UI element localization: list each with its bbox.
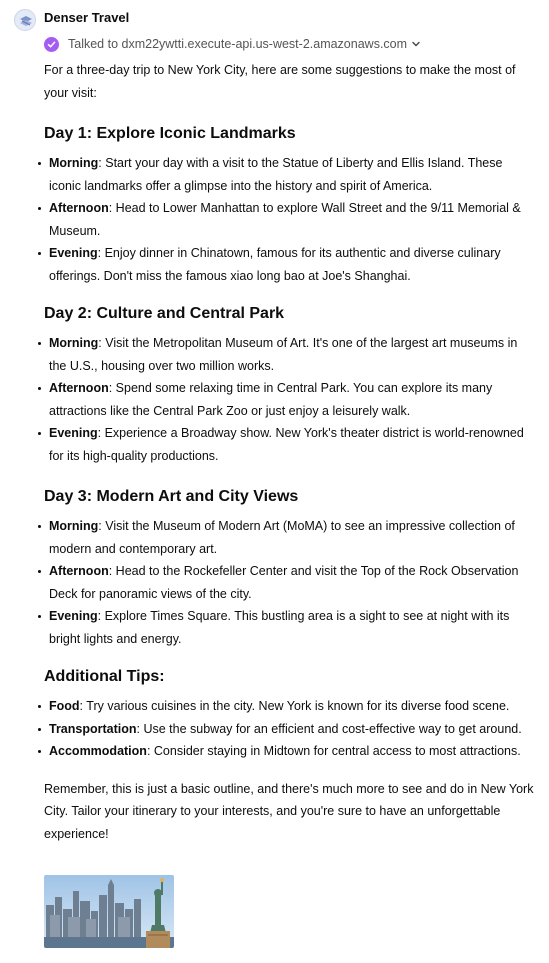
section-heading: Day 2: Culture and Central Park [44, 305, 285, 322]
item-label: Morning [49, 156, 99, 170]
item-text: : Use the subway for an efficient and cost-effective way to get around. [136, 721, 522, 736]
list-item [44, 718, 534, 741]
section-heading: Day 3: Modern Art and City Views [44, 488, 299, 505]
list-item [44, 695, 534, 718]
section-list [44, 332, 534, 467]
item-text: : Visit the Museum of Modern Art (MoMA) to see an impressive collection of modern and contemporary art. [49, 519, 515, 556]
section-list [44, 152, 534, 287]
item-label: Evening [49, 609, 98, 623]
assistant-name: Denser Travel [44, 10, 130, 25]
item-label: Morning [49, 336, 99, 350]
assistant-avatar-icon [15, 10, 36, 31]
intro-text: For a three-day trip to New York City, here are some suggestions to make the most of your visit: [44, 63, 516, 100]
item-text: : Enjoy dinner in Chinatown, famous for its authentic and diverse culinary offerings. Don't miss the famous xiao long bao at Joe's Shanghai. [49, 246, 501, 283]
item-label: Afternoon [49, 201, 109, 215]
item-text: : Start your day with a visit to the Statue of Liberty and Ellis Island. These iconic landmarks offer a glimpse into the history and spirit of America. [49, 156, 503, 193]
list-item [44, 332, 534, 377]
section-heading: Day 1: Explore Iconic Landmarks [44, 125, 296, 142]
plugin-status[interactable] [44, 35, 420, 53]
chevron-down-icon[interactable] [412, 40, 420, 48]
statue-of-liberty-skyline-icon [44, 875, 174, 948]
nyc-skyline-image[interactable] [44, 875, 174, 948]
item-text: : Spend some relaxing time in Central Park. You can explore its many attractions like the Central Park Zoo or just enjoy a leisurely walk. [49, 381, 493, 418]
section-heading: Additional Tips: [44, 668, 165, 685]
item-label: Afternoon [49, 564, 109, 578]
list-item [44, 605, 534, 650]
item-text: : Consider staying in Midtown for central access to most attractions. [146, 744, 521, 758]
section-list [44, 515, 534, 650]
item-label: Evening [49, 246, 98, 260]
list-item [44, 740, 534, 763]
message-content [44, 59, 534, 845]
item-text: : Experience a Broadway show. New York's theater district is world-renowned for its high-quality productions. [49, 426, 524, 463]
section-list [44, 695, 534, 763]
item-label: Accommodation [49, 744, 147, 758]
item-label: Morning [49, 519, 99, 533]
item-text: : Explore Times Square. This bustling area is a sight to see at night with its bright lights and energy. [49, 609, 510, 646]
list-item [44, 377, 534, 422]
item-label: Afternoon [49, 381, 109, 395]
item-label: Food [49, 699, 80, 713]
check-circle-icon [44, 37, 59, 52]
list-item [44, 422, 534, 467]
item-label: Evening [49, 426, 98, 440]
item-text: : Try various cuisines in the city. New York is known for its diverse food scene. [79, 699, 510, 713]
item-text: : Visit the Metropolitan Museum of Art. It's one of the largest art museums in the U.S., housing over two million works. [49, 336, 518, 373]
list-item [44, 152, 534, 197]
list-item [44, 515, 534, 560]
item-text: : Head to Lower Manhattan to explore Wall Street and the 9/11 Memorial & Museum. [49, 201, 521, 238]
item-text: : Head to the Rockefeller Center and visit the Top of the Rock Observation Deck for panoramic views of the city. [49, 564, 519, 601]
assistant-avatar [14, 9, 36, 31]
item-label: Transportation [49, 721, 137, 736]
list-item [44, 197, 534, 242]
closing-text: Remember, this is just a basic outline, and there's much more to see and do in New York City. Tailor your itinerary to your interests, and you're sure to have an unforgettable experience! [44, 781, 534, 841]
plugin-status-text: Talked to dxm22ywtti.execute-api.us-west-2.amazonaws.com [68, 37, 408, 51]
list-item [44, 560, 534, 605]
list-item [44, 242, 534, 287]
